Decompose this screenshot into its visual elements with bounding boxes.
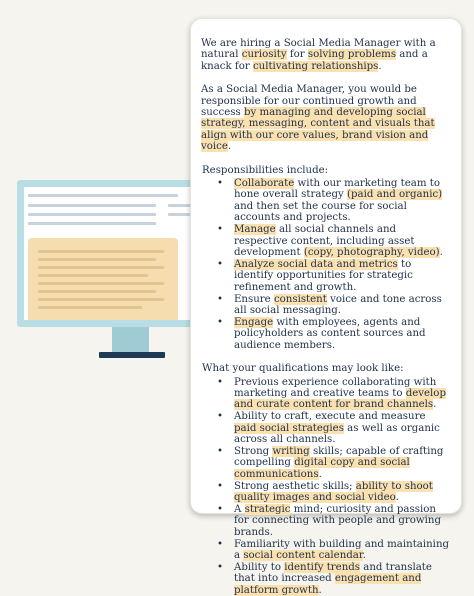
qualifications-heading: What your qualifications may look like: (202, 363, 404, 375)
monitor-base (99, 352, 165, 358)
intro-paragraph (201, 38, 451, 72)
text: . (378, 60, 382, 72)
screen-card-line (38, 298, 164, 301)
monitor-illustration (17, 180, 197, 327)
list-item: • A strategic mind; curiosity and passion for connecting with people and growing brands. (225, 504, 451, 538)
list-item: • Engage with employees, agents and policyholders as content sources and audience members. (225, 317, 451, 351)
list-item: • Ability to craft, execute and measure paid social strategies as well as organic across all channels. (225, 411, 451, 445)
qualifications-list (201, 377, 451, 596)
responsibilities-list (201, 178, 451, 351)
monitor-screen (24, 187, 190, 320)
list-item: • Collaborate with our marketing team to hone overall strategy (paid and organic) and then set the course for social accounts and projects. (225, 178, 451, 224)
text: and a knack for (201, 49, 428, 72)
screen-card-line (38, 282, 164, 285)
text: We are hiring a Social Media Manager with a natural (201, 38, 436, 61)
list-item: • Ensure consistent voice and tone across all social messaging. (225, 294, 451, 317)
screen-card-line (38, 250, 164, 253)
highlight: cultivating relationships (252, 60, 379, 72)
list-item: • Strong writing skills; capable of crafting compelling digital copy and social communications. (225, 446, 451, 480)
list-item: • Analyze social data and metrics to identify opportunities for strategic refinement and growth. (225, 259, 451, 293)
screen-card-line (38, 290, 156, 293)
list-item: • Strong aesthetic skills; ability to shoot quality images and social video. (225, 481, 451, 504)
screen-line (28, 213, 156, 216)
list-item: • Familiarity with building and maintaining a social content calendar. (225, 539, 451, 562)
screen-line (28, 222, 156, 225)
job-description-card (190, 18, 462, 596)
text: for (286, 49, 308, 61)
screen-card-line (38, 274, 148, 277)
screen-card-line (38, 266, 164, 269)
highlight: by managing and developing social strategy, messaging, content and visuals that align with our core values, brand vision and voice (201, 107, 435, 153)
text: As a Social Media Manager, you would be responsible for our continued growth and success (201, 84, 417, 119)
screen-highlight-block (28, 238, 178, 320)
text: . (227, 141, 232, 153)
monitor-neck (112, 327, 149, 354)
list-item: • Manage all social channels and respective content, including asset development (copy, photography, video). (225, 224, 451, 258)
screen-line (28, 194, 178, 197)
list-item: • Previous experience collaborating with marketing and creative teams to develop and curate content for brand channels. (225, 377, 451, 411)
screen-line (28, 204, 156, 207)
list-item: • Ability to identify trends and translate that into increased engagement and platform growth. (225, 562, 451, 596)
screen-card-line (38, 258, 156, 261)
highlight: curiosity (241, 49, 287, 61)
screen-line (168, 204, 190, 207)
screen-line (168, 213, 190, 216)
growth-paragraph (201, 84, 451, 152)
responsibilities-heading: Responsibilities include: (202, 164, 329, 176)
screen-card-line (38, 306, 142, 309)
highlight: solving problems (307, 49, 397, 61)
